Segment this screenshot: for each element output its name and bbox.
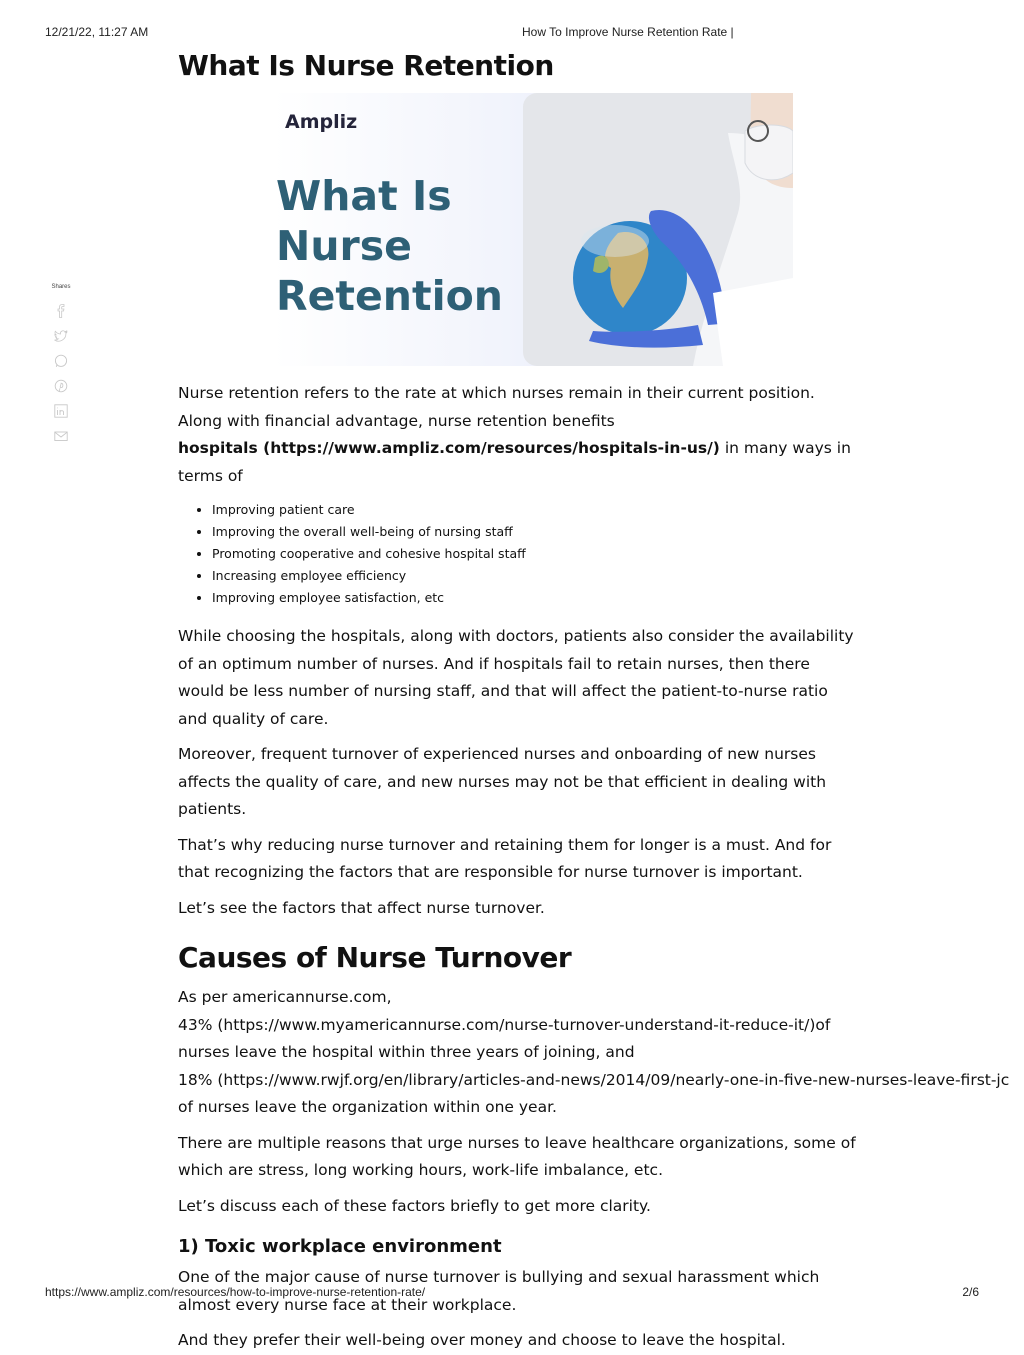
facebook-icon[interactable] (54, 304, 68, 318)
body-paragraph: And they prefer their well-being over money and choose to leave the hospital. (178, 1331, 786, 1349)
page-title: What Is Nurse Retention (178, 49, 554, 82)
body-paragraph: Let’s see the factors that affect nurse turnover. (178, 898, 545, 917)
stats-line: of nurses leave the organization within one year. (178, 1098, 557, 1116)
body-paragraph: One of the major cause of nurse turnover is bullying and sexual harassment which almost every nurse face at their workplace. (178, 1268, 820, 1314)
print-url: https://www.ampliz.com/resources/how-to-improve-nurse-retention-rate/ (45, 1285, 426, 1299)
turnover-stats (178, 984, 1010, 1122)
print-tab-title: How To Improve Nurse Retention Rate | (522, 25, 734, 39)
shares-label: Shares (51, 284, 71, 290)
intro-paragraph (178, 380, 858, 490)
hero-brand-logo: Ampliz (285, 111, 358, 133)
print-footer (45, 1285, 979, 1301)
twitter-icon[interactable] (54, 329, 68, 343)
section-title: Causes of Nurse Turnover (178, 941, 572, 974)
stats-line: As per americannurse.com, (178, 988, 392, 1006)
benefits-list (178, 499, 978, 609)
print-header (45, 25, 979, 41)
intro-text: Nurse retention refers to the rate at which nurses remain in their current position. Along with financial advantage, nurse retention benefits (178, 384, 815, 430)
whatsapp-icon[interactable] (54, 354, 68, 368)
hospitals-link[interactable]: hospitals (https://www.ampliz.com/resources/hospitals-in-us/) (178, 439, 720, 457)
list-item: • Improving employee satisfaction, etc (212, 587, 978, 609)
nurse-holding-globe-photo (523, 93, 793, 366)
body-paragraph: That’s why reducing nurse turnover and retaining them for longer is a must. And for that recognizing the factors that are responsible for nurse turnover is important. (178, 835, 832, 881)
myamericannurse-link[interactable]: 43% (https://www.myamericannurse.com/nurse-turnover-understand-it-reduce-it/)of (178, 1015, 831, 1034)
print-datetime: 12/21/22, 11:27 AM (45, 25, 149, 39)
email-icon[interactable] (54, 429, 68, 443)
pinterest-icon[interactable] (54, 379, 68, 393)
linkedin-icon[interactable] (54, 404, 68, 418)
body-paragraph: Moreover, frequent turnover of experienced nurses and onboarding of new nurses affects the quality of care, and new nurses may not be that efficient in dealing with patients. (178, 745, 827, 818)
list-item: • Improving patient care (212, 499, 978, 521)
list-item: • Improving the overall well-being of nursing staff (212, 521, 978, 543)
body-paragraph: While choosing the hospitals, along with doctors, patients also consider the availability of an optimum number of nurses. And if hospitals fail to retain nurses, then there would be less number of nursing staff, and that will affect the patient-to-nurse ratio and quality of care. (178, 627, 854, 728)
share-bar (48, 284, 74, 454)
body-paragraph: There are multiple reasons that urge nurses to leave healthcare organizations, some of which are stress, long working hours, work-life imbalance, etc. (178, 1133, 856, 1179)
hero-heading-line: What Is (276, 172, 452, 220)
intro-text-after: in many ways in terms of (178, 439, 851, 485)
hero-heading-line: Retention (276, 272, 503, 320)
hero-heading (276, 171, 503, 321)
stats-line: nurses leave the hospital within three years of joining, and (178, 1043, 635, 1061)
article (178, 48, 1010, 1355)
page-number: 2/6 (962, 1285, 979, 1299)
list-item: • Increasing employee efficiency (212, 565, 978, 587)
rwjf-link[interactable]: 18% (https://www.rwjf.org/en/library/articles-and-news/2014/09/nearly-one-in-five-new-nurses-leave-first-jc (178, 1070, 1010, 1089)
subsection-title: 1) Toxic workplace environment (178, 1236, 502, 1257)
body-paragraph: Let’s discuss each of these factors briefly to get more clarity. (178, 1196, 651, 1215)
hero-image (273, 93, 793, 366)
hero-heading-line: Nurse (276, 222, 412, 270)
list-item: • Promoting cooperative and cohesive hospital staff (212, 543, 978, 565)
